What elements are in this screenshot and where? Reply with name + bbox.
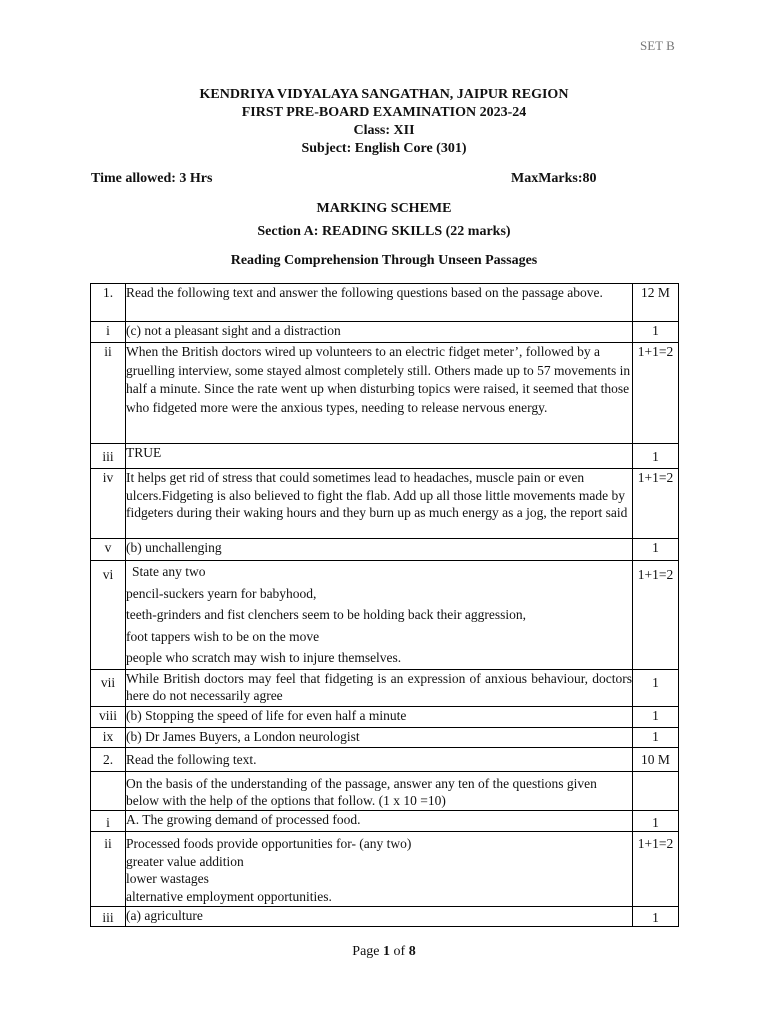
answer-point: alternative employment opportunities.	[126, 889, 332, 905]
max-marks: MaxMarks:80	[511, 171, 597, 186]
answer-text: A. The growing demand of processed food.	[126, 810, 633, 832]
row-number: iii	[91, 444, 126, 469]
row-number: viii	[91, 706, 126, 727]
table-row	[91, 727, 679, 747]
marks-cell: 1	[633, 906, 679, 927]
answer-point: lower wastages	[126, 871, 209, 887]
marks-cell: 12 M	[633, 284, 679, 322]
table-row	[91, 469, 679, 539]
answer-point: foot tappers wish to be on the move	[126, 628, 320, 644]
subject-line: Subject: English Core (301)	[301, 141, 467, 156]
answer-cell	[126, 561, 633, 670]
marks-cell: 1+1=2	[633, 469, 679, 539]
row-number: v	[91, 539, 126, 561]
answer-text: (b) Dr James Buyers, a London neurologist	[126, 727, 633, 747]
row-number: 1.	[91, 284, 126, 322]
marks-cell: 1	[633, 810, 679, 832]
marks-cell: 1	[633, 727, 679, 747]
answer-text: (c) not a pleasant sight and a distraction	[126, 322, 633, 343]
table-row	[91, 284, 679, 322]
row-number: iii	[91, 906, 126, 927]
row-number: vi	[91, 561, 126, 670]
set-label: SET B	[640, 38, 675, 53]
table-row	[91, 322, 679, 343]
row-number: i	[91, 810, 126, 832]
table-row	[91, 669, 679, 706]
row-number: ii	[91, 343, 126, 444]
answer-point: people who scratch may wish to injure themselves.	[126, 650, 402, 665]
section-title: Section A: READING SKILLS (22 marks)	[257, 224, 511, 239]
instruction-text: On the basis of the understanding of the passage, answer any ten of the questions given below with the help of the options that follow. (1 x 10 =10)	[126, 771, 633, 810]
table-row	[91, 539, 679, 561]
row-number	[91, 771, 126, 810]
question-text: Read the following text.	[126, 747, 633, 771]
row-number: 2.	[91, 747, 126, 771]
answer-cell	[126, 832, 633, 906]
marks-cell: 1+1=2	[633, 832, 679, 906]
row-number: i	[91, 322, 126, 343]
answer-point: pencil-suckers yearn for babyhood,	[126, 585, 317, 601]
marks-cell: 10 M	[633, 747, 679, 771]
answer-point: greater value addition	[126, 853, 244, 869]
table-row	[91, 444, 679, 469]
marks-cell: 1	[633, 539, 679, 561]
answer-text: When the British doctors wired up volunteers to an electric fidget meter’, followed by a gruelling interview, some stayed almost completely still. Others made up to 57 movements in half a minute. Since the rate went up when disturbing topics were raised, it seemed that those who fidgeted more were the anxious types, needing to release nervous energy.	[126, 343, 633, 444]
table-row	[91, 561, 679, 670]
answer-text: It helps get rid of stress that could sometimes lead to headaches, muscle pain or even ulcers.Fidgeting is also believed to fight the flab. Add up all those little movements made by fidgeters during their waking hours and they burn up as much energy as a jog, the report said	[126, 469, 633, 539]
page-of: of	[390, 944, 409, 959]
subsection-title: Reading Comprehension Through Unseen Passages	[230, 253, 538, 268]
class-line: Class: XII	[353, 123, 415, 138]
page-prefix: Page	[352, 944, 384, 959]
answer-intro: State any two	[132, 564, 206, 579]
table-row	[91, 810, 679, 832]
marks-cell	[633, 771, 679, 810]
table-row	[91, 832, 679, 906]
exam-title: FIRST PRE-BOARD EXAMINATION 2023-24	[241, 105, 527, 120]
answer-text: (b) unchallenging	[126, 539, 633, 561]
page-footer	[0, 944, 768, 960]
school-name: KENDRIYA VIDYALAYA SANGATHAN, JAIPUR REGION	[199, 87, 569, 102]
row-number: ii	[91, 832, 126, 906]
table-row	[91, 343, 679, 444]
answer-text: (b) Stopping the speed of life for even half a minute	[126, 706, 633, 727]
marking-scheme-title: MARKING SCHEME	[316, 201, 452, 216]
page-total: 8	[408, 944, 416, 959]
answer-point: teeth-grinders and fist clenchers seem to be holding back their aggression,	[126, 607, 526, 622]
marks-cell: 1	[633, 444, 679, 469]
answer-intro: Processed foods provide opportunities for- (any two)	[126, 836, 412, 852]
marks-cell: 1+1=2	[633, 343, 679, 444]
table-row	[91, 706, 679, 727]
table-row	[91, 906, 679, 927]
row-number: iv	[91, 469, 126, 539]
table-row	[91, 747, 679, 771]
marks-cell: 1	[633, 669, 679, 706]
row-number: ix	[91, 727, 126, 747]
marks-cell: 1	[633, 706, 679, 727]
marking-table	[90, 283, 679, 927]
row-number: vii	[91, 669, 126, 706]
time-allowed: Time allowed: 3 Hrs	[91, 171, 213, 186]
table-row	[91, 771, 679, 810]
marks-cell: 1+1=2	[633, 561, 679, 670]
answer-text: TRUE	[126, 444, 633, 469]
answer-text: (a) agriculture	[126, 906, 633, 927]
answer-text: While British doctors may feel that fidgeting is an expression of anxious behaviour, doctors here do not necessarily agree	[126, 669, 633, 706]
question-text: Read the following text and answer the following questions based on the passage above.	[126, 284, 633, 322]
page-number: 1	[383, 944, 391, 959]
marks-cell: 1	[633, 322, 679, 343]
